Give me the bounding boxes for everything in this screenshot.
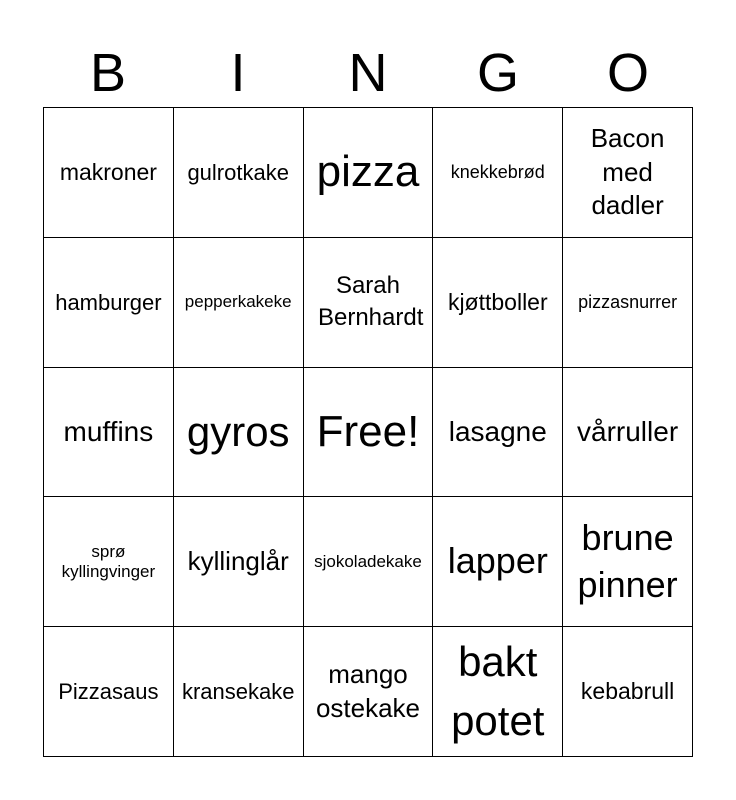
bingo-cell[interactable] [563,627,693,757]
cell-label: gyros [186,407,290,455]
bingo-cell[interactable] [563,497,693,627]
header-letter-g: G [476,43,519,103]
cell-label: kebabrull [580,678,675,705]
header-letter-i: I [230,43,246,103]
bingo-cell[interactable] [44,497,174,627]
bingo-cell[interactable] [304,497,434,627]
bingo-cell[interactable] [174,627,304,757]
header-letter-n: N [348,43,388,103]
bingo-cell[interactable] [563,238,693,368]
bingo-cell[interactable] [44,368,174,498]
bingo-cell[interactable] [304,238,434,368]
cell-label: hamburger [55,289,162,315]
cell-label: pizza [316,147,420,197]
cell-label: lasagne [448,415,547,447]
cell-label: kyllinglår [187,545,289,576]
cell-label: Pizzasaus [58,678,159,704]
cell-label: makroner [59,159,157,186]
header-letter-o: O [606,43,649,103]
cell-label: kransekake [181,678,295,704]
bingo-cell[interactable] [433,108,563,238]
cell-label: bakt potet [451,637,545,744]
bingo-cell[interactable] [44,238,174,368]
cell-label: pizzasnurrer [578,291,678,312]
bingo-board [43,107,693,757]
cell-label: vårruller [577,415,679,447]
bingo-cell[interactable] [433,627,563,757]
cell-label: Bacon med dadler [590,122,665,221]
bingo-cell[interactable] [174,497,304,627]
bingo-cell[interactable] [433,238,563,368]
cell-label: Sarah Bernhardt [317,271,424,332]
cell-label: pepperkakeke [184,292,292,312]
cell-label: muffins [63,415,154,447]
cell-label: mango ostekake [315,658,421,723]
bingo-cell[interactable] [433,497,563,627]
bingo-cell[interactable] [563,368,693,498]
bingo-cell[interactable] [174,238,304,368]
bingo-cell[interactable] [44,627,174,757]
header-letter-b: B [89,43,127,103]
cell-label: brune pinner [577,516,678,605]
cell-label: knekkebrød [450,162,545,183]
bingo-cell[interactable] [44,108,174,238]
bingo-cell[interactable] [433,368,563,498]
bingo-header [43,40,693,106]
cell-label: kjøttboller [447,288,548,315]
bingo-cell[interactable] [174,368,304,498]
cell-label: sprø kyllingvinger [61,542,156,581]
bingo-cell[interactable] [174,108,304,238]
bingo-cell[interactable] [304,627,434,757]
cell-label: lapper [447,540,548,582]
bingo-cell[interactable] [304,108,434,238]
cell-label: sjokoladekake [314,552,422,572]
cell-label: gulrotkake [187,159,289,185]
free-space-label: Free! [316,406,420,456]
bingo-cell[interactable] [304,368,434,498]
bingo-cell[interactable] [563,108,693,238]
